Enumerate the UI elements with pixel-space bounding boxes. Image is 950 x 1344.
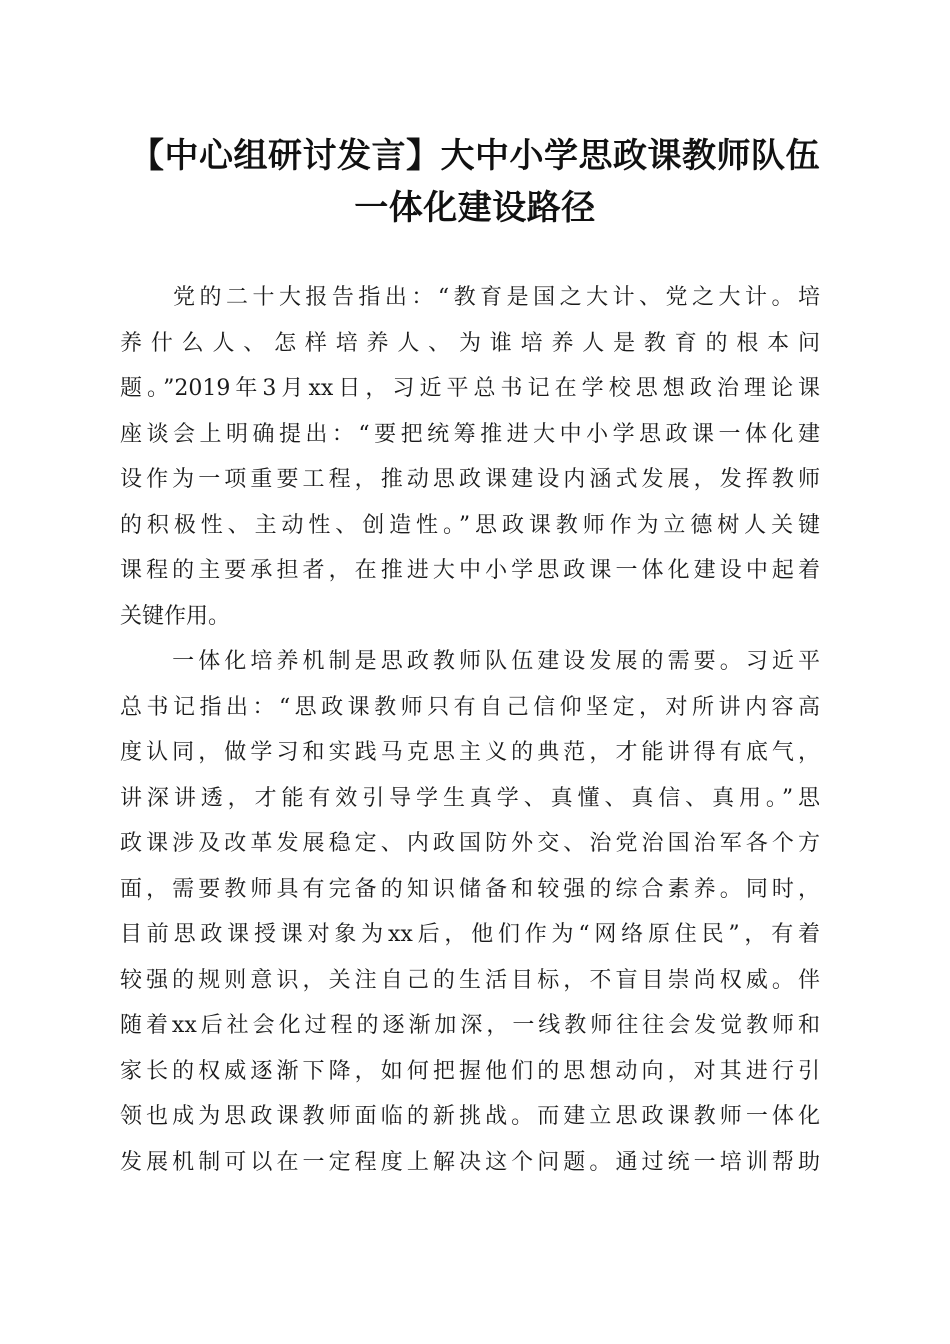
text-line: 领也成为思政课教师面临的新挑战。而建立思政课教师一体化: [120, 1104, 820, 1129]
text-line: 设作为一项重要工程，推动思政课建设内涵式发展，发挥教师: [120, 467, 820, 492]
text-line: 度认同，做学习和实践马克思主义的典范，才能讲得有底气，: [120, 740, 820, 765]
text-line: 党的二十大报告指出：“教育是国之大计、党之大计。培: [120, 285, 820, 310]
text-line: 面，需要教师具有完备的知识储备和较强的综合素养。同时，: [120, 876, 820, 902]
text-line: 题。”2019年3月xx日，习近平总书记在学校思想政治理论课: [120, 376, 820, 401]
text-line: 养什么人、怎样培养人、为谁培养人是教育的根本问: [120, 330, 820, 356]
title-line: 一体化建设路径: [354, 188, 596, 228]
text-line: 目前思政课授课对象为xx后，他们作为“网络原住民”，有着: [120, 922, 820, 947]
text-line: 家长的权威逐渐下降，如何把握他们的思想动向，对其进行引: [120, 1058, 820, 1084]
document-body: [120, 275, 820, 1185]
text-line: 政课涉及改革发展稳定、内政国防外交、治党治国治军各个方: [120, 831, 820, 856]
text-line: 随着xx后社会化过程的逐渐加深，一线教师往往会发觉教师和: [120, 1013, 820, 1038]
text-line: 发展机制可以在一定程度上解决这个问题。通过统一培训帮助: [120, 1149, 820, 1175]
text-line: 关键作用。: [120, 603, 231, 629]
text-line: 总书记指出：“思政课教师只有自己信仰坚定，对所讲内容高: [120, 694, 820, 720]
text-line: 课程的主要承担者，在推进大中小学思政课一体化建设中起着: [120, 558, 820, 583]
text-line: 一体化培养机制是思政教师队伍建设发展的需要。习近平: [120, 649, 820, 674]
document-title: [60, 130, 890, 234]
paragraph: [120, 275, 820, 639]
text-line: 较强的规则意识，关注自己的生活目标，不盲目崇尚权威。伴: [120, 967, 820, 993]
text-line: 的积极性、主动性、创造性。”思政课教师作为立德树人关键: [120, 512, 820, 538]
text-line: 讲深讲透，才能有效引导学生真学、真懂、真信、真用。”思: [120, 785, 820, 811]
paragraph: [120, 639, 820, 1185]
title-line: 【中心组研讨发言】大中小学思政课教师队伍: [130, 136, 820, 176]
text-line: 座谈会上明确提出：“要把统筹推进大中小学思政课一体化建: [120, 421, 820, 447]
